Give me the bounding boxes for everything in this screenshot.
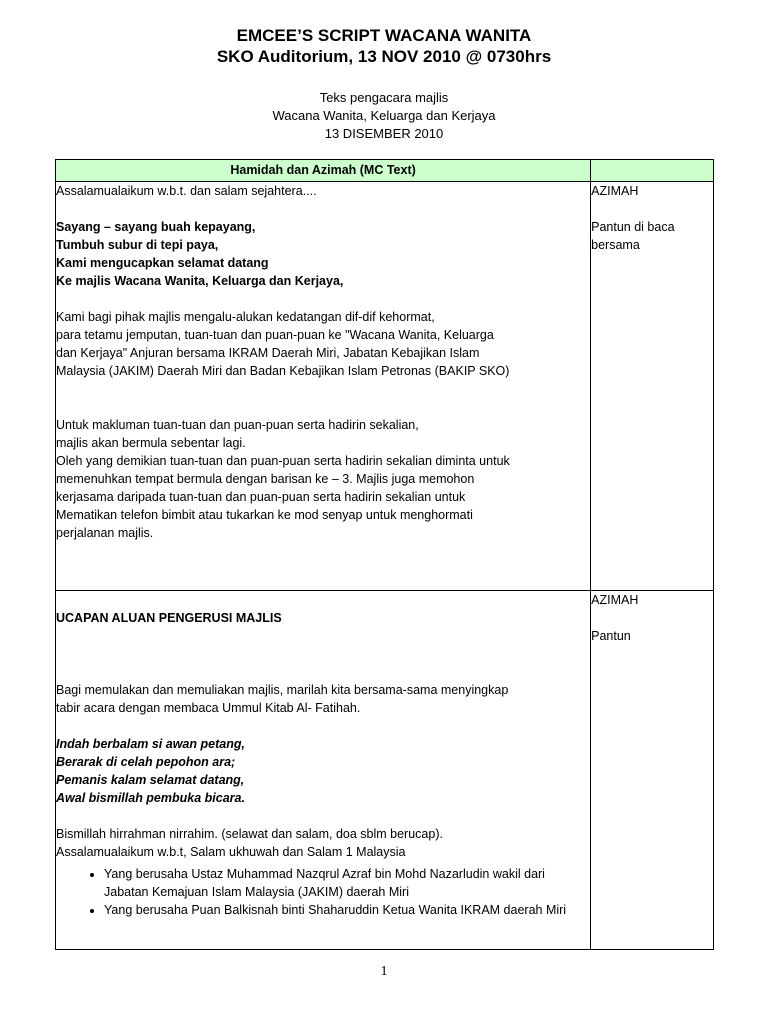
- welcome-line: para tetamu jemputan, tuan-tuan dan puan-puan ke "Wacana Wanita, Keluarga: [56, 328, 494, 342]
- notice-line: Mematikan telefon bimbit atau tukarkan ke mod senyap untuk menghormati: [56, 508, 473, 522]
- vip-list: [56, 865, 590, 919]
- script-cell: [56, 591, 591, 950]
- pantun-line: Sayang – sayang buah kepayang,: [56, 220, 256, 234]
- welcome-line: Kami bagi pihak majlis mengalu-alukan kedatangan dif-dif kehormat,: [56, 310, 435, 324]
- speaker-note: Pantun: [591, 629, 631, 643]
- list-item: • Yang berusaha Puan Balkisnah binti Shaharuddin Ketua Wanita IKRAM daerah Miri: [104, 901, 590, 919]
- bismillah-line: Bismillah hirrahman nirrahim. (selawat dan salam, doa sblm berucap).: [56, 827, 443, 841]
- intro-line: tabir acara dengan membaca Ummul Kitab Al- Fatihah.: [56, 701, 361, 715]
- pantun-line: Indah berbalam si awan petang,: [56, 737, 245, 751]
- welcome-line: Malaysia (JAKIM) Daerah Miri dan Badan Kebajikan Islam Petronas (BAKIP SKO): [56, 364, 510, 378]
- document-venue-date: SKO Auditorium, 13 NOV 2010 @ 0730hrs: [216, 47, 552, 66]
- subtitle-line-1: Teks pengacara majlis: [319, 90, 449, 105]
- notice-line: majlis akan bermula sebentar lagi.: [56, 436, 246, 450]
- table-header-side: [591, 160, 714, 182]
- pantun-line: Ke majlis Wacana Wanita, Keluarga dan Kerjaya,: [56, 274, 344, 288]
- section-heading: UCAPAN ALUAN PENGERUSI MAJLIS: [56, 611, 282, 625]
- table-header-row: [56, 160, 714, 182]
- intro-line: Bagi memulakan dan memuliakan majlis, marilah kita bersama-sama menyingkap: [56, 683, 509, 697]
- list-item: • Yang berusaha Ustaz Muhammad Nazqrul Azraf bin Mohd Nazarludin wakil dari Jabatan Kemajuan Islam Malaysia (JAKIM) daerah Miri: [104, 865, 590, 901]
- table-row: [56, 591, 714, 950]
- mc-script-table: [55, 159, 714, 950]
- subtitle-line-2: Wacana Wanita, Keluarga dan Kerjaya: [272, 108, 496, 123]
- salam-line: Assalamualaikum w.b.t, Salam ukhuwah dan Salam 1 Malaysia: [56, 845, 406, 859]
- welcome-line: dan Kerjaya" Anjuran bersama IKRAM Daerah Miri, Jabatan Kebajikan Islam: [56, 346, 480, 360]
- pantun-line: Berarak di celah pepohon ara;: [56, 755, 236, 769]
- table-header-main: Hamidah dan Azimah (MC Text): [56, 160, 591, 182]
- speaker-name: AZIMAH: [591, 593, 639, 607]
- page-number: 1: [380, 964, 388, 979]
- subtitle-line-3: 13 DISEMBER 2010: [324, 126, 444, 141]
- notice-line: kerjasama daripada tuan-tuan dan puan-puan serta hadirin sekalian untuk: [56, 490, 466, 504]
- speaker-note: Pantun di baca: [591, 220, 675, 234]
- pantun-line: Awal bismillah pembuka bicara.: [56, 791, 245, 805]
- speaker-cell: [591, 591, 714, 950]
- pantun-line: Tumbuh subur di tepi paya,: [56, 238, 219, 252]
- script-cell: [56, 182, 591, 591]
- greeting-text: Assalamualaikum w.b.t. dan salam sejahtera....: [56, 184, 317, 198]
- notice-line: Untuk makluman tuan-tuan dan puan-puan serta hadirin sekalian,: [56, 418, 419, 432]
- table-row: [56, 182, 714, 591]
- pantun-line: Kami mengucapkan selamat datang: [56, 256, 269, 270]
- pantun-line: Pemanis kalam selamat datang,: [56, 773, 245, 787]
- document-title: EMCEE’S SCRIPT WACANA WANITA: [236, 26, 532, 45]
- speaker-note: bersama: [591, 238, 640, 252]
- speaker-cell: [591, 182, 714, 591]
- notice-line: perjalanan majlis.: [56, 526, 154, 540]
- notice-line: memenuhkan tempat bermula dengan barisan ke – 3. Majlis juga memohon: [56, 472, 475, 486]
- notice-line: Oleh yang demikian tuan-tuan dan puan-puan serta hadirin sekalian diminta untuk: [56, 454, 510, 468]
- speaker-name: AZIMAH: [591, 184, 639, 198]
